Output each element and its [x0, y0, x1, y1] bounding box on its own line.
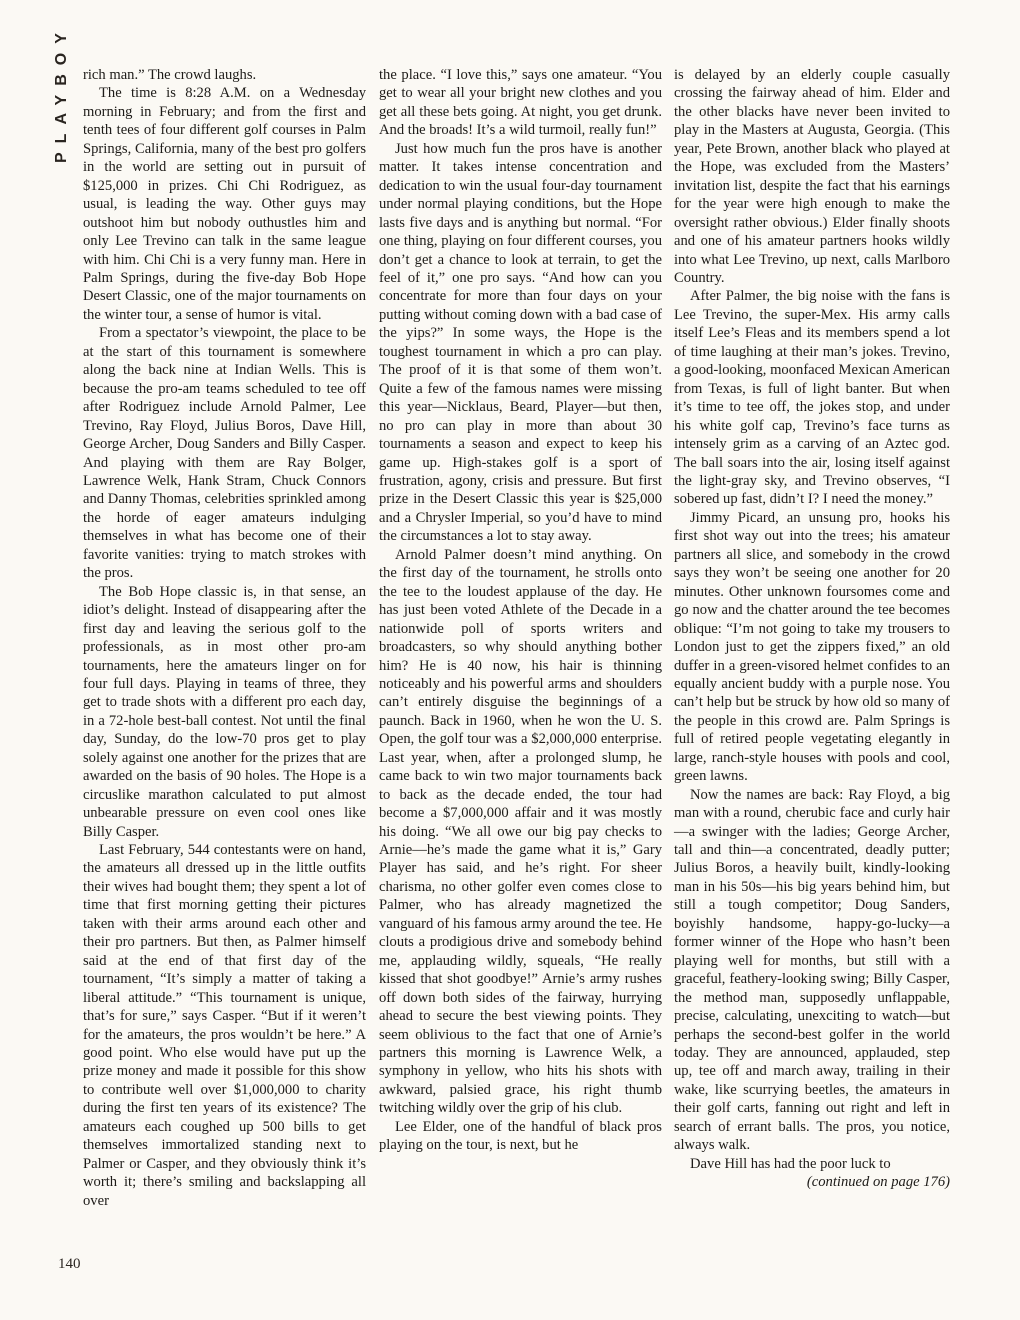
paragraph: The time is 8:28 A.M. on a Wednesday morning in February; and from the first and tenth tees of four different golf courses in Palm Springs, California, many of the best pro golfers in the world are setting out in pursuit of $125,000 in prizes. Chi Chi Rodriguez, as usual, is leading the way. Other guys may outshoot him but nobody outhustles him and only Lee Trevino can talk in the same league with him. Chi Chi is a very funny man. Here in Palm Springs, during the five-day Bob Hope Desert Classic, one of the major tournaments on the winter tour, a sense of humor is vital.: [83, 85, 366, 323]
column-1: [83, 66, 366, 1210]
paragraph: Now the names are back: Ray Floyd, a big man with a round, cherubic face and curly hair—a swinger with the ladies; George Archer, tall and thin—a concentrated, deadly putter; Julius Boros, a heavily built, kindly-looking man in his 50s—his big years behind him, but still a tough competitor; Doug Sanders, boyishly handsome, happy-go-lucky—a former winner of the Hope who hasn’t been playing well for months, but still with a graceful, feathery-looking swing; Billy Casper, the method man, supposedly unflappable, precise, calculating, unexciting to watch—but perhaps the second-best golfer in the world today. They are announced, applauded, step up, tee off and march away, trailing in their wake, like scurrying beetles, the amateurs in their golf carts, fanning out right and left in search of errant balls. The pros, you notice, always walk.: [674, 786, 950, 1154]
paragraph: From a spectator’s viewpoint, the place to be at the start of this tournament is somewhere along the back nine at Indian Wells. This is because the pro-am teams scheduled to tee off after Rodriguez include Arnold Palmer, Lee Trevino, Ray Floyd, Julius Boros, Dave Hill, George Archer, Doug Sanders and Billy Casper. And playing with them are Ray Bolger, Lawrence Welk, Hank Stram, Chuck Connors and Danny Thomas, celebrities sprinkled among the horde of eager amateurs indulging themselves in what has become one of their favorite vanities: trying to match strokes with the pros.: [83, 325, 366, 582]
paragraph: Last February, 544 contestants were on hand, the amateurs all dressed up in the little outfits their wives had bought them; they spent a lot of time that first morning getting their pictures taken with their arms around each other and their pro partners. But then, as Palmer himself said at the end of that first day of the tournament, “It’s simply a matter of taking a liberal attitude.” “This tournament is unique, that’s for sure,” says Casper. “But if it weren’t for the amateurs, the pros wouldn’t be here.” A good point. Who else would have put up the prize money and made it possible for this show to contribute well over $1,000,000 to charity during the first ten years of its existence? The amateurs each coughed up 500 bills to get themselves immortalized standing next to Palmer or Casper, and they obviously think it’s worth it; there’s smiling and backslapping all over: [83, 842, 366, 1209]
paragraph: is delayed by an elderly couple casually crossing the fairway ahead of him. Elder and the other blacks have never been invited to play in the Masters at Augusta, Georgia. (This year, Pete Brown, another black who played at the Hope, was excluded from the Masters’ invitation list, despite the fact that his earnings for the year were high enough to make the oversight rather obvious.) Elder finally shoots and one of his amateur partners hooks wildly into what Lee Trevino, up next, calls Marlboro Country.: [674, 67, 950, 286]
paragraph: Jimmy Picard, an unsung pro, hooks his first shot way out into the trees; his amateur partners all slice, and somebody in the crowd says they won’t be seeing one another for 20 minutes. Other unknown foursomes come and go now and the chatter around the tee becomes oblique: “I’m not going to take my trousers to London just to get the zippers fixed,” an old duffer in a green-visored helmet confides to an equally ancient buddy with a purple nose. You can’t help but be struck by how old so many of the people in this crowd are. Palm Springs is full of retired people vegetating elegantly in large, ranch-style houses with pools and cool, green lawns.: [674, 509, 950, 785]
paragraph: Dave Hill has had the poor luck to: [690, 1155, 891, 1172]
paragraph: Just how much fun the pros have is another matter. It takes intense concentration and dedication to win the usual four-day tournament under normal playing conditions, but the Hope lasts five days and is anything but normal. “For one thing, playing on four different courses, you don’t get a chance to look at terrain, to get the feel of it,” one pro says. “And how can you concentrate for more than four days on your putting without coming down with a bad case of the yips?” In some ways, the Hope is the toughest tournament in which a pro can play. The proof of it is that some of them won’t. Quite a few of the famous names were missing this year—Nicklaus, Beard, Player—but then, no pro can play in more than about 30 tournaments a season and expect to keep his game up. High-stakes golf is a sport of frustration, agony, crisis and pressure. But first prize in the Desert Classic this year is $25,000 and a Chrysler Imperial, so you’d have to mind the circumstances a lot to stay away.: [379, 140, 662, 545]
paragraph: After Palmer, the big noise with the fans is Lee Trevino, the super-Mex. His army calls itself Lee’s Fleas and its members spend a lot of time laughing at their man’s jokes. Trevino, a good-looking, moonfaced Mexican American from Texas, is full of light banter. But when it’s time to tee off, the jokes stop, and under his white golf cap, Trevino’s face turns as intensely grim as a carving of an Aztec god. The ball soars into the air, losing itself against the light-gray sky, and Trevino observes, “I sobered up fast, didn’t I? I need the money.”: [674, 288, 950, 508]
column-3: [674, 66, 950, 1192]
paragraph: Lee Elder, one of the handful of black pros playing on the tour, is next, but he: [379, 1118, 662, 1154]
paragraph: The Bob Hope classic is, in that sense, an idiot’s delight. Instead of disappearing after the first day and leaving the serious golf to the professionals, as in most other pro-am tournaments, here the amateurs linger on for four full days. Playing in teams of three, they get to trade shots with a different pro each day, in a 72-hole best-ball contest. Not until the final day, Sunday, do the low-70 pros get to play solely against one another for the prizes that are awarded on the basis of 90 holes. The Hope is a circuslike marathon calculated to put almost unbearable pressure on even cool ones like Billy Casper.: [83, 583, 366, 840]
paragraph: Arnold Palmer doesn’t mind anything. On the first day of the tournament, he strolls onto the tee to the loudest applause of the day. He has just been voted Athlete of the Decade in a nationwide poll of sports writers and broadcasters, so why should anything bother him? He is 40 now, his hair is thinning noticeably and his powerful arms and shoulders can’t entirely disguise the beginnings of a paunch. Back in 1960, when he won the U. S. Open, the golf tour was a $2,000,000 enterprise. Last year, when, after a prolonged slump, he came back to win two major tournaments back to back as the decade ended, the tour had become a $7,000,000 affair and it was mostly his doing. “We all owe our big pay checks to Arnie—he’s made the game what it is,” Gary Player has said, and he’s right. For sheer charisma, no other golfer even comes close to Palmer, who has already magnetized the vanguard of his famous army around the tee. He clouts a prodigious drive and somebody behind me, applauding wildly, squeals, “He really kissed that shot goodbye!” Arnie’s army rushes off down both sides of the fairway, hurrying ahead to secure the best viewing points. They seem oblivious to the fact that one of Arnie’s partners this morning is Lawrence Welk, a symphony in yellow, who hits his shots with awkward, palsied grace, his right thumb twitching wildly over the grip of his club.: [379, 546, 662, 1117]
continued-note: (continued on page 176): [806, 1174, 950, 1191]
paragraph: rich man.” The crowd laughs.: [83, 67, 257, 83]
paragraph: the place. “I love this,” says one amateur. “You get to wear all your bright new clothes and you get all these bets going. At night, you get drunk. And the broads! It’s a wild turmoil, really fun!”: [379, 67, 662, 139]
column-2: [379, 66, 662, 1155]
page-number: 140: [58, 1256, 81, 1272]
masthead-text: PLAYBOY: [53, 24, 70, 163]
